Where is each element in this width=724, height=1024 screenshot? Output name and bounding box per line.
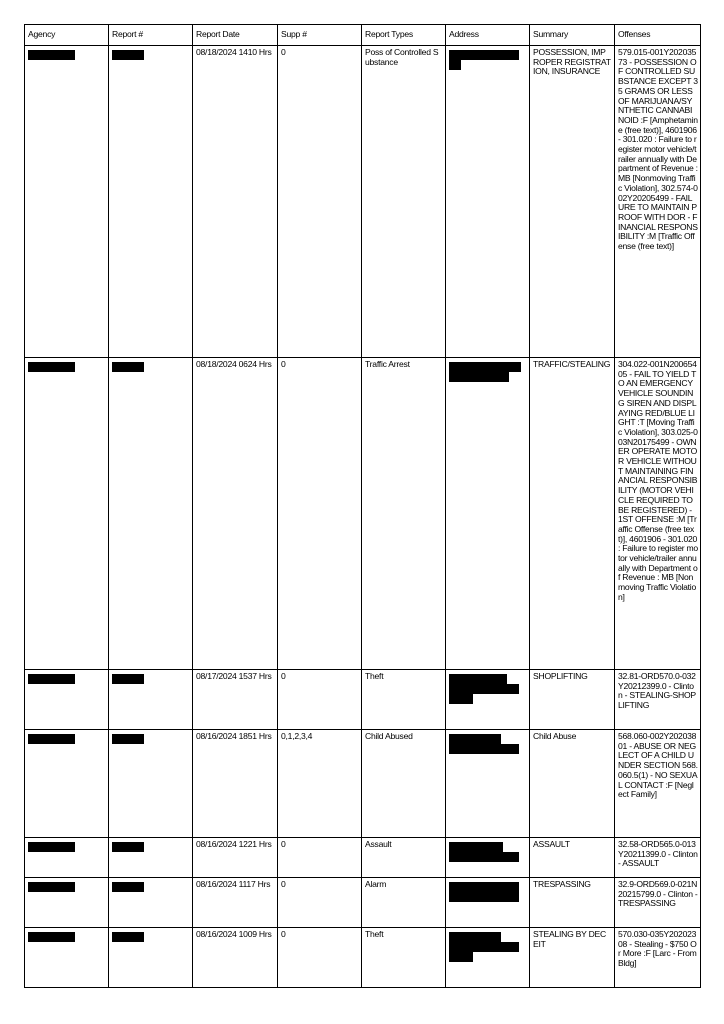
table-row bbox=[25, 878, 701, 928]
redacted-agency bbox=[28, 842, 75, 852]
redacted-report-number bbox=[112, 842, 144, 852]
report-number-cell bbox=[109, 358, 193, 670]
agency-cell bbox=[25, 878, 109, 928]
address-cell bbox=[446, 878, 530, 928]
table-body bbox=[25, 46, 701, 988]
redacted-address bbox=[449, 50, 519, 60]
report-type-cell: Assault bbox=[362, 838, 446, 878]
col-header-report-types: Report Types bbox=[362, 25, 446, 46]
redacted-address bbox=[449, 372, 509, 382]
redacted-address bbox=[449, 674, 507, 684]
supp-number-cell: 0 bbox=[278, 838, 362, 878]
table-row bbox=[25, 928, 701, 988]
offenses-cell: 32.81-ORD570.0-032Y20212399.0 - Clinton - STEALING-SHOPLIFTING bbox=[615, 670, 701, 730]
offenses-cell: 32.58-ORD565.0-013Y20211399.0 - Clinton - ASSAULT bbox=[615, 838, 701, 878]
redacted-address bbox=[449, 852, 519, 862]
redacted-address bbox=[449, 882, 519, 892]
supp-number-cell: 0 bbox=[278, 928, 362, 988]
address-cell bbox=[446, 928, 530, 988]
report-type-cell: Theft bbox=[362, 670, 446, 730]
redacted-report-number bbox=[112, 362, 144, 372]
report-date-cell: 08/16/2024 1009 Hrs bbox=[193, 928, 278, 988]
table-row bbox=[25, 730, 701, 838]
redacted-agency bbox=[28, 882, 75, 892]
agency-cell bbox=[25, 928, 109, 988]
address-cell bbox=[446, 670, 530, 730]
redacted-address bbox=[449, 842, 503, 852]
report-type-cell: Poss of Controlled Substance bbox=[362, 46, 446, 358]
report-number-cell bbox=[109, 670, 193, 730]
col-header-agency: Agency bbox=[25, 25, 109, 46]
report-date-cell: 08/16/2024 1851 Hrs bbox=[193, 730, 278, 838]
summary-cell: TRESPASSING bbox=[530, 878, 615, 928]
redacted-address bbox=[449, 684, 519, 694]
col-header-summary: Summary bbox=[530, 25, 615, 46]
redacted-agency bbox=[28, 50, 75, 60]
report-type-cell: Traffic Arrest bbox=[362, 358, 446, 670]
agency-cell bbox=[25, 46, 109, 358]
offenses-cell: 304.022-001N20065405 - FAIL TO YIELD TO AN EMERGENCY VEHICLE SOUNDING SIREN AND DISPLAYING RED/BLUE LIGHT :T [Moving Traffic Violation], 303.025-003N20175499 - OWNER OPERATE MOTOR VEHICLE WITHOUT MAINTAINING FINANCIAL RESPONSIBILITY (MOTOR VEHICLE REQUIRED TO BE REGISTERED) - 1ST OFFENSE :M [Traffic Offense (free text)], 4601906 - 301.020 : Failure to register motor vehicle/trailer annually with Department of Revenue : MB [Nonmoving Traffic Violation] bbox=[615, 358, 701, 670]
redacted-agency bbox=[28, 734, 75, 744]
offenses-cell: 579.015-001Y20203573 - POSSESSION OF CONTROLLED SUBSTANCE EXCEPT 35 GRAMS OR LESS OF MARIJUANA/SYNTHETIC CANNABINOID :F [Amphetamine (free text)], 4601906 - 301.020 : Failure to register motor vehicle/trailer annually with Department of Revenue : MB [Nonmoving Traffic Violation], 302.574-002Y20205499 - FAILURE TO MAINTAIN PROOF WITH DOR - FINANCIAL RESPONSIBILITY :M [Traffic Offense (free text)] bbox=[615, 46, 701, 358]
summary-cell: TRAFFIC/STEALING bbox=[530, 358, 615, 670]
offenses-cell: 32.9-ORD569.0-021N20215799.0 - Clinton - TRESPASSING bbox=[615, 878, 701, 928]
report-type-cell: Alarm bbox=[362, 878, 446, 928]
offenses-cell: 570.030-035Y20202308 - Stealing - $750 Or More :F [Larc - From Bldg] bbox=[615, 928, 701, 988]
table-row bbox=[25, 670, 701, 730]
summary-cell: STEALING BY DECEIT bbox=[530, 928, 615, 988]
table-row bbox=[25, 46, 701, 358]
col-header-report-number: Report # bbox=[109, 25, 193, 46]
report-date-cell: 08/17/2024 1537 Hrs bbox=[193, 670, 278, 730]
report-number-cell bbox=[109, 46, 193, 358]
report-number-cell bbox=[109, 928, 193, 988]
incident-report-table bbox=[24, 24, 701, 988]
redacted-agency bbox=[28, 674, 75, 684]
redacted-address bbox=[449, 362, 521, 372]
report-number-cell bbox=[109, 838, 193, 878]
report-sheet bbox=[24, 24, 701, 988]
address-cell bbox=[446, 838, 530, 878]
redacted-address bbox=[449, 892, 519, 902]
redacted-agency bbox=[28, 932, 75, 942]
supp-number-cell: 0,1,2,3,4 bbox=[278, 730, 362, 838]
report-date-cell: 08/18/2024 0624 Hrs bbox=[193, 358, 278, 670]
redacted-address bbox=[449, 734, 501, 744]
summary-cell: SHOPLIFTING bbox=[530, 670, 615, 730]
address-cell bbox=[446, 358, 530, 670]
offenses-cell: 568.060-002Y20203801 - ABUSE OR NEGLECT OF A CHILD UNDER SECTION 568.060.5(1) - NO SEXUAL CONTACT :F [Neglect Family] bbox=[615, 730, 701, 838]
supp-number-cell: 0 bbox=[278, 358, 362, 670]
report-date-cell: 08/16/2024 1117 Hrs bbox=[193, 878, 278, 928]
redacted-address bbox=[449, 932, 501, 942]
supp-number-cell: 0 bbox=[278, 878, 362, 928]
col-header-offenses: Offenses bbox=[615, 25, 701, 46]
report-number-cell bbox=[109, 730, 193, 838]
redacted-address bbox=[449, 942, 519, 952]
table-row bbox=[25, 358, 701, 670]
table-row bbox=[25, 838, 701, 878]
col-header-supp-number: Supp # bbox=[278, 25, 362, 46]
redacted-report-number bbox=[112, 50, 144, 60]
redacted-report-number bbox=[112, 674, 144, 684]
agency-cell bbox=[25, 730, 109, 838]
redacted-address bbox=[449, 952, 473, 962]
redacted-address bbox=[449, 60, 461, 70]
summary-cell: ASSAULT bbox=[530, 838, 615, 878]
report-number-cell bbox=[109, 878, 193, 928]
supp-number-cell: 0 bbox=[278, 46, 362, 358]
redacted-address bbox=[449, 744, 519, 754]
supp-number-cell: 0 bbox=[278, 670, 362, 730]
col-header-address: Address bbox=[446, 25, 530, 46]
summary-cell: POSSESSION, IMPROPER REGISTRATION, INSURANCE bbox=[530, 46, 615, 358]
summary-cell: Child Abuse bbox=[530, 730, 615, 838]
redacted-agency bbox=[28, 362, 75, 372]
agency-cell bbox=[25, 838, 109, 878]
address-cell bbox=[446, 46, 530, 358]
redacted-report-number bbox=[112, 932, 144, 942]
report-date-cell: 08/16/2024 1221 Hrs bbox=[193, 838, 278, 878]
address-cell bbox=[446, 730, 530, 838]
col-header-report-date: Report Date bbox=[193, 25, 278, 46]
report-type-cell: Child Abused bbox=[362, 730, 446, 838]
redacted-address bbox=[449, 694, 473, 704]
header-row bbox=[25, 25, 701, 46]
table-header bbox=[25, 25, 701, 46]
agency-cell bbox=[25, 358, 109, 670]
report-type-cell: Theft bbox=[362, 928, 446, 988]
report-date-cell: 08/18/2024 1410 Hrs bbox=[193, 46, 278, 358]
redacted-report-number bbox=[112, 734, 144, 744]
redacted-report-number bbox=[112, 882, 144, 892]
agency-cell bbox=[25, 670, 109, 730]
